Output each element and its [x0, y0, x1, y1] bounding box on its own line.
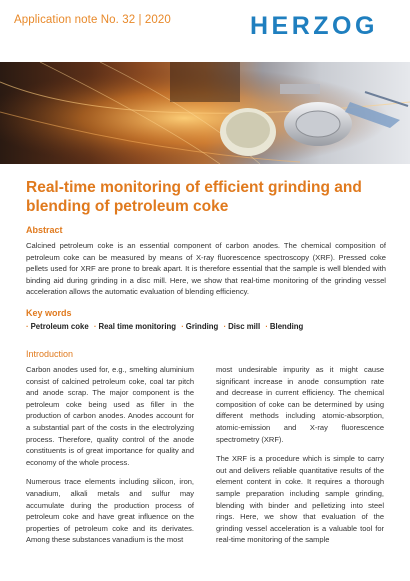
hero-illustration — [0, 62, 410, 164]
keywords-list — [26, 322, 306, 331]
keyword-label: Petroleum coke — [30, 322, 89, 331]
intro-column-right — [216, 364, 384, 554]
intro-paragraph: Numerous trace elements including silicon, iron, vanadium, alkali metals and sulfur may accumulate during the production process of petroleum coke and have great influence on the properties of petroleum coke and its derivates. Among these substances vanadium is the most — [26, 477, 194, 545]
keyword-label: Disc mill — [228, 322, 261, 331]
hero-image — [0, 62, 410, 164]
page-header — [0, 0, 410, 62]
abstract-text: Calcined petroleum coke is an essential component of carbon anodes. The chemical composition of petroleum coke can be measured by means of X-ray fluorescence spectroscopy (XRF). Pressed coke pellets used for XRF are prone to break apart. It is therefore essential that the sample is well blended with binding aid during grinding in a disc mill. Here, we show that real-time monitoring of the grinding vessel acceleration allows the automatic evaluation of blending efficiency. — [26, 241, 386, 297]
logo-text: HERZOG — [250, 12, 378, 40]
keyword-label: Blending — [269, 322, 304, 331]
keyword-item: · Grinding — [181, 322, 219, 331]
keyword-item: · Petroleum coke — [26, 322, 89, 331]
intro-column-left — [26, 364, 194, 554]
intro-paragraph: most undesirable impurity as it might cause significant increase in anode consumption rate and decrease in current efficiency. The chemical composition of coke can be determined by using different methods including atomic-absorption, atomic-emission and X-ray fluorescence spectrometry (XRF). — [216, 365, 384, 444]
application-note-label: Application note No. 32 | 2020 — [14, 14, 171, 26]
keyword-label: Grinding — [185, 322, 219, 331]
document-title: Real-time monitoring of efficient grinding and blending of petroleum coke — [26, 179, 362, 215]
herzog-logo — [250, 12, 400, 40]
intro-paragraph: The XRF is a procedure which is simple to carry out and delivers reliable quantitative results of the element content in coke. It requires a thorough sample preparation including sample grinding, blending with binder and pelletizing into steel rings. Here, we show that evaluation of the grinding vessel acceleration is a valuable tool for real-time monitoring of the sample — [216, 454, 384, 545]
keyword-item: · Disc mill — [223, 322, 261, 331]
keywords-heading: Key words — [26, 308, 72, 318]
abstract-heading: Abstract — [26, 225, 63, 235]
intro-paragraph: Carbon anodes used for, e.g., smelting aluminium consist of calcined petroleum coke, coal tar pitch and anode scrap. The major component is the petroleum coke being used as filler in the production of carbon anodes. Anodes account for a substantial part of the costs in the electrolyzing process. Therefore, quality control of the anode constituents is of great importance for quality and economy of the whole process. — [26, 365, 194, 467]
keyword-item: · Blending — [265, 322, 304, 331]
keyword-item: · Real time monitoring — [93, 322, 177, 331]
introduction-heading: Introduction — [26, 349, 74, 359]
keyword-label: Real time monitoring — [98, 322, 177, 331]
